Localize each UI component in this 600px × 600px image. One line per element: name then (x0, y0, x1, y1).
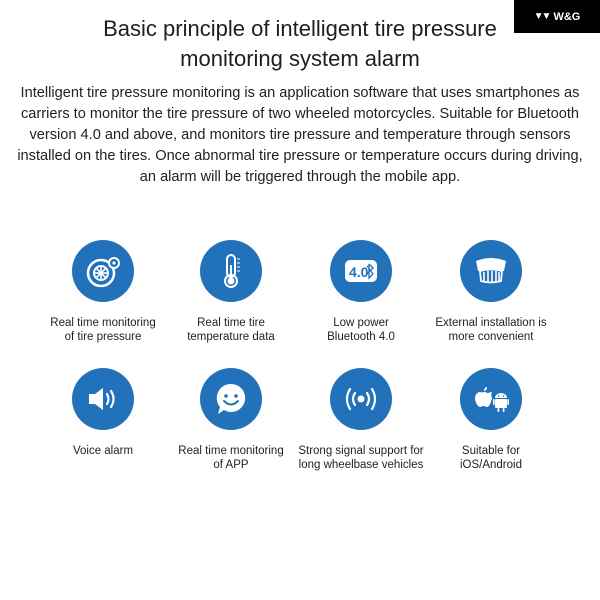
title-line: Basic principle of intelligent tire pressure monitoring system alarm (103, 16, 497, 71)
feature-voice-alarm (33, 368, 173, 458)
feature-tire-pressure (33, 240, 173, 344)
feature-label: External installation is more convenient (435, 317, 547, 343)
bluetooth-icon (330, 240, 392, 302)
brand-mark-icon: ▼▼ (533, 11, 550, 22)
description-paragraph: Intelligent tire pressure monitoring is an application software that uses smartphones as carriers to monitor the tire pressure of two wheeled motorcycles. Suitable for Bluetooth version 4.0 and above, and monitors tire pressure and temperature through sensors installed on the tires. Once abnormal tire pressure or temperature occurs during driving, an alarm will be triggered through the mobile app. (17, 85, 583, 185)
feature-temperature (161, 240, 301, 344)
brand-name: W&G (553, 10, 581, 23)
feature-app-monitoring (161, 368, 301, 472)
feature-label: Voice alarm (72, 445, 134, 457)
feature-label: Real time monitoring of tire pressure (50, 317, 156, 343)
feature-external-install (421, 240, 561, 344)
bluetooth-version-text: 4.0 (349, 264, 369, 280)
feature-label: Real time tire temperature data (187, 317, 275, 343)
signal-icon (330, 368, 392, 430)
speaker-icon (72, 368, 134, 430)
thermometer-icon (200, 240, 262, 302)
feature-strong-signal (291, 368, 431, 472)
brand-logo (514, 0, 600, 33)
feature-label: Strong signal support for long wheelbase vehicles (298, 445, 424, 471)
smiley-chat-icon (200, 368, 262, 430)
apple-android-icon (460, 368, 522, 430)
feature-ios-android (421, 368, 561, 472)
feature-bluetooth (291, 240, 431, 344)
valve-cap-icon (460, 240, 522, 302)
feature-label: Suitable for iOS/Android (459, 445, 522, 471)
feature-label: Real time monitoring of APP (178, 445, 284, 471)
page-title (0, 14, 600, 74)
feature-label: Low power Bluetooth 4.0 (327, 317, 395, 343)
tire-icon (72, 240, 134, 302)
